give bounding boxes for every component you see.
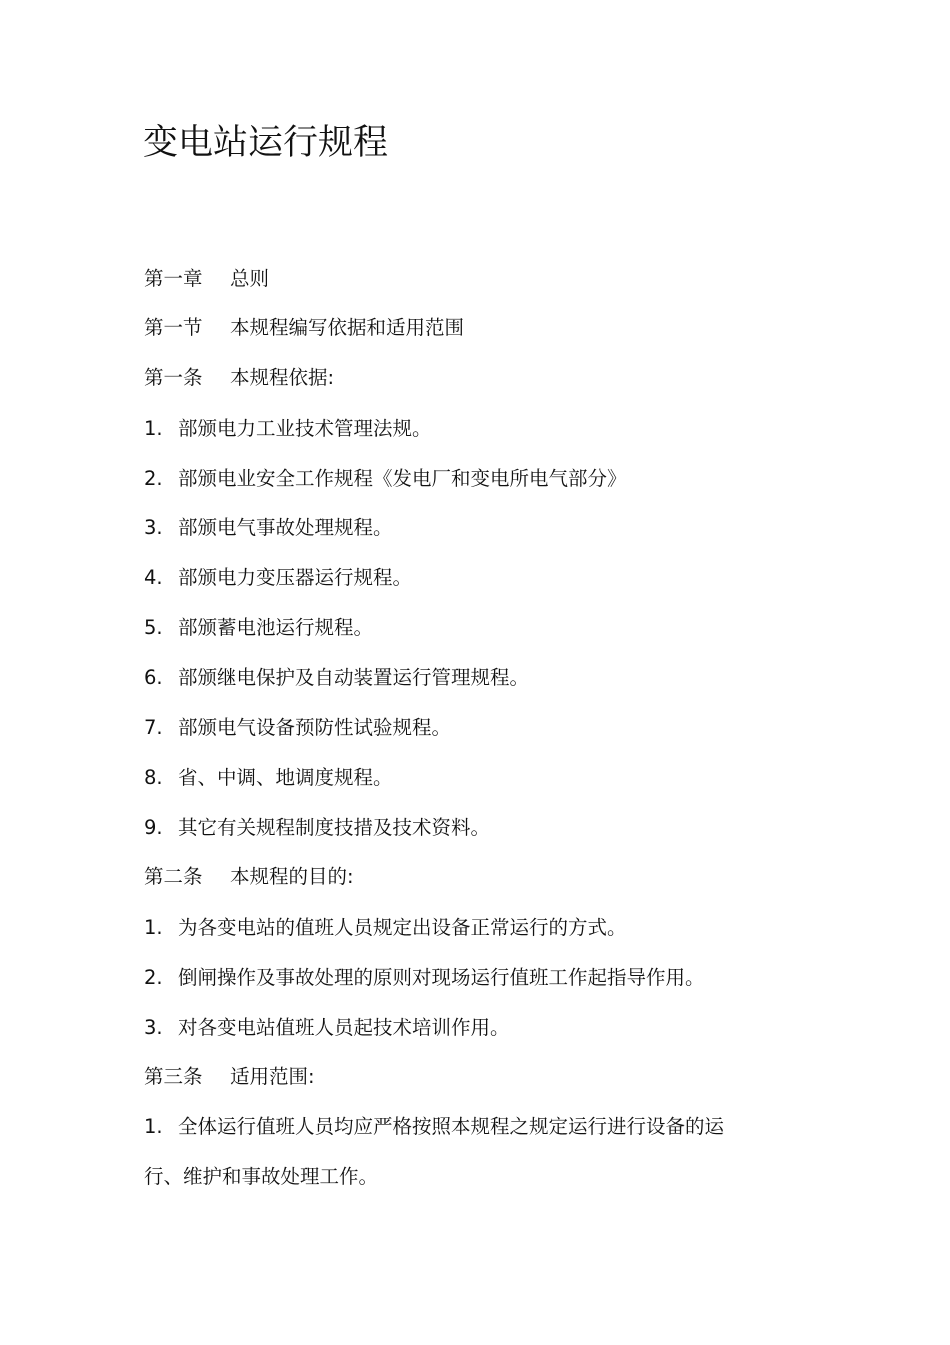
list-item-number: 4. [144,566,163,589]
list-item [144,613,373,643]
list-item-text: 部颁继电保护及自动装置运行管理规程。 [178,666,530,689]
list-item-text: 倒闸操作及事故处理的原则对现场运行值班工作起指导作用。 [178,966,705,989]
list-item [144,563,412,593]
list-item-number: 1. [144,916,163,939]
chapter-text: 总则 [230,267,270,290]
section-label: 第一节 [144,316,203,339]
document-title: 变电站运行规程 [143,123,389,163]
list-item-text: 部颁电气事故处理规程。 [178,516,393,539]
section-heading [144,313,464,343]
list-item [144,763,393,793]
list-item-text: 部颁电业安全工作规程《发电厂和变电所电气部分》 [178,467,627,490]
list-item [144,1013,510,1043]
article-heading [144,862,354,892]
article-text: 适用范围: [230,1065,315,1088]
chapter-heading [144,264,269,294]
list-item [144,1112,724,1142]
list-item-text: 对各变电站值班人员起技术培训作用。 [178,1016,510,1039]
article-label: 第一条 [144,366,203,389]
list-item-number: 7. [144,716,163,739]
list-item [144,663,529,693]
list-item-text: 为各变电站的值班人员规定出设备正常运行的方式。 [178,916,627,939]
list-item [144,513,393,543]
list-item-continuation: 行、维护和事故处理工作。 [144,1165,379,1188]
list-item-number: 8. [144,766,163,789]
list-item-text: 省、中调、地调度规程。 [178,766,393,789]
article-label: 第二条 [144,865,203,888]
list-item [144,414,432,444]
list-item [144,963,705,993]
article-heading [144,363,334,393]
list-item-text: 部颁电气设备预防性试验规程。 [178,716,452,739]
list-item-number: 5. [144,616,163,639]
list-item [144,913,627,943]
list-item-number: 2. [144,966,163,989]
list-item-number: 1. [144,417,163,440]
list-item-text: 部颁蓄电池运行规程。 [178,616,374,639]
list-item [144,713,451,743]
list-item-number: 1. [144,1115,163,1138]
list-item-text: 全体运行值班人员均应严格按照本规程之规定运行进行设备的运 [178,1115,725,1138]
list-item-number: 3. [144,1016,163,1039]
article-heading [144,1062,315,1092]
list-item [144,464,627,494]
article-label: 第三条 [144,1065,203,1088]
list-item-number: 3. [144,516,163,539]
list-item-number: 2. [144,467,163,490]
chapter-label: 第一章 [144,267,203,290]
article-text: 本规程依据: [230,366,335,389]
list-item-number: 6. [144,666,163,689]
article-text: 本规程的目的: [230,865,354,888]
list-item [144,813,490,843]
list-item-text: 其它有关规程制度技措及技术资料。 [178,816,491,839]
list-item-text: 部颁电力变压器运行规程。 [178,566,413,589]
section-text: 本规程编写依据和适用范围 [230,316,465,339]
list-item-text: 部颁电力工业技术管理法规。 [178,417,432,440]
list-item-number: 9. [144,816,163,839]
